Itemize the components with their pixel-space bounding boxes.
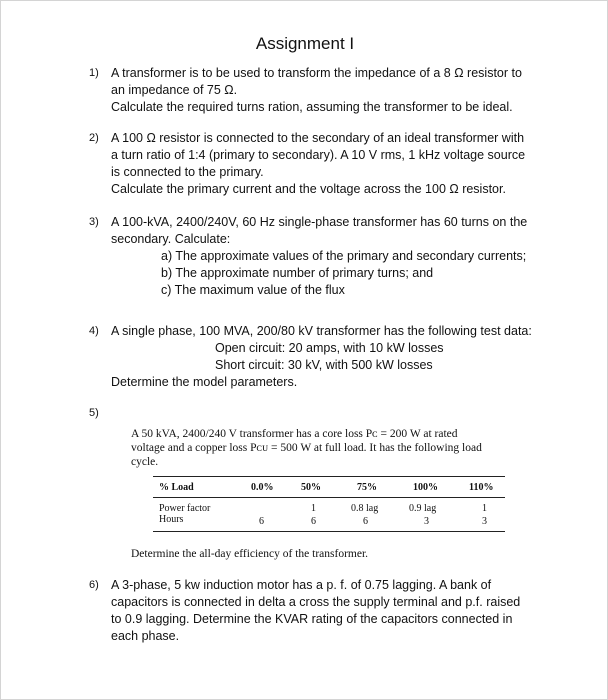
table-header-75: 75% (357, 482, 377, 493)
hours-75: 6 (363, 516, 368, 527)
table-rule-mid (153, 497, 505, 498)
question-line: Calculate the required turns ration, assuming the transformer to be ideal. (111, 100, 513, 114)
question-1 (89, 65, 549, 116)
question-line: voltage and a copper loss Pᴄᴜ = 500 W at full load. It has the following load (131, 442, 482, 454)
question-3 (89, 214, 549, 299)
question-line: each phase. (111, 629, 180, 643)
row-label-hours: Hours (159, 514, 184, 525)
pf-110: 1 (482, 503, 487, 514)
question-number: 1) (89, 67, 99, 79)
test-open-circuit: Open circuit: 20 amps, with 10 kW losses (215, 341, 444, 355)
question-6 (89, 577, 549, 645)
hours-110: 3 (482, 516, 487, 527)
hours-0: 6 (259, 516, 264, 527)
question-2 (89, 130, 549, 198)
question-number: 3) (89, 216, 99, 228)
question-line: A transformer is to be used to transform the impedance of a 8 Ω resistor to (111, 66, 522, 80)
sub-item-b: b) The approximate number of primary turns; and (161, 266, 434, 280)
question-number: 6) (89, 579, 99, 591)
pf-75: 0.8 lag (351, 503, 379, 514)
question-line: to 0.9 lagging. Determine the KVAR rating of the capacitors connected in (111, 612, 513, 626)
hours-50: 6 (311, 516, 316, 527)
question-line: a turn ratio of 1:4 (primary to secondary). A 10 V rms, 1 kHz voltage source (111, 148, 526, 162)
table-header-load: % Load (159, 482, 194, 493)
table-rule-bottom (153, 531, 505, 532)
question-number: 4) (89, 325, 99, 337)
pf-100: 0.9 lag (409, 503, 437, 514)
question-line: Calculate the primary current and the voltage across the 100 Ω resistor. (111, 182, 506, 196)
test-short-circuit: Short circuit: 30 kV, with 500 kW losses (215, 358, 433, 372)
question-line: A 100-kVA, 2400/240V, 60 Hz single-phase transformer has 60 turns on the (111, 215, 528, 229)
question-line: A 3-phase, 5 kw induction motor has a p. f. of 0.75 lagging. A bank of (111, 578, 492, 592)
question-line: A 100 Ω resistor is connected to the secondary of an ideal transformer with (111, 131, 525, 145)
pf-50: 1 (311, 503, 316, 514)
table-rule-top (153, 476, 505, 477)
question-line: A single phase, 100 MVA, 200/80 kV transformer has the following test data: (111, 324, 532, 338)
question-line: capacitors is connected in delta a cross the supply terminal and p.f. raised (111, 595, 521, 609)
sub-item-c: c) The maximum value of the flux (161, 283, 345, 297)
question-number: 5) (89, 407, 99, 419)
table-header-110: 110% (469, 482, 494, 493)
question-number: 2) (89, 132, 99, 144)
question-5-text (131, 427, 541, 469)
row-label-power-factor: Power factor (159, 503, 211, 514)
table-header-50: 50% (301, 482, 321, 493)
question-line: is connected to the primary. (111, 165, 264, 179)
question-4 (89, 323, 549, 391)
hours-100: 3 (424, 516, 429, 527)
question-5-closing: Determine the all-day efficiency of the transformer. (131, 548, 369, 560)
sub-item-a: a) The approximate values of the primary and secondary currents; (161, 249, 527, 263)
table-header-100: 100% (413, 482, 438, 493)
question-line: cycle. (131, 456, 159, 468)
table-header-0: 0.0% (251, 482, 274, 493)
page-title: Assignment I (255, 34, 355, 53)
question-line: A 50 kVA, 2400/240 V transformer has a core loss Pᴄ = 200 W at rated (131, 428, 458, 440)
question-closing: Determine the model parameters. (111, 375, 298, 389)
question-line: secondary. Calculate: (111, 232, 231, 246)
question-line: an impedance of 75 Ω. (111, 83, 238, 97)
